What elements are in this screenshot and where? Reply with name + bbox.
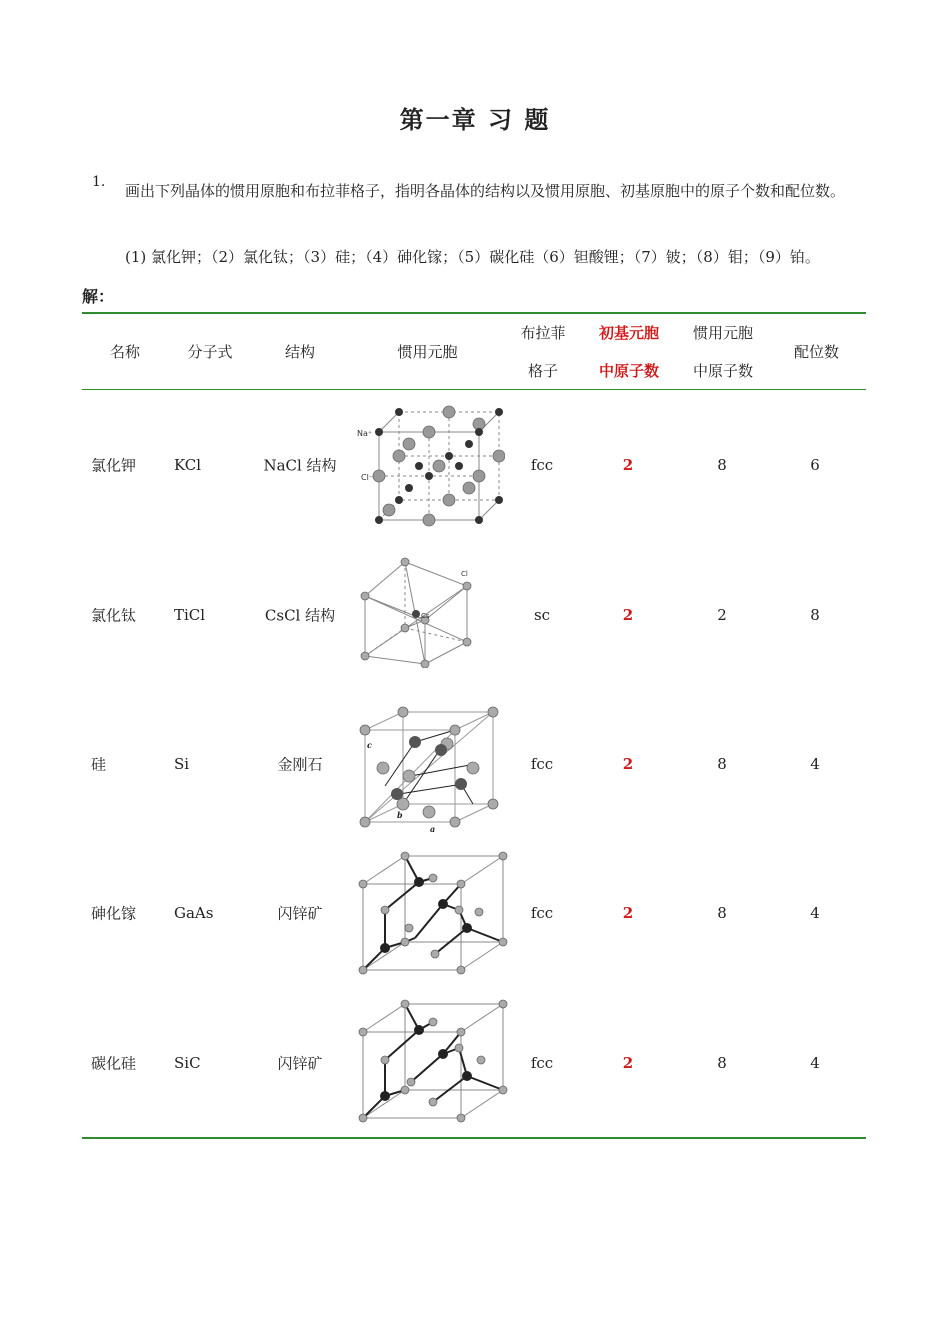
cell-primitive: 2	[622, 606, 634, 624]
nacl-unit-cell-image	[355, 402, 505, 530]
question-number: 1.	[92, 174, 106, 190]
cell-structure: NaCl 结构	[263, 456, 337, 475]
header-name: 名称	[109, 342, 140, 361]
cell-formula: Si	[174, 755, 190, 773]
cell-primitive: 2	[622, 456, 634, 474]
label-cl: Cl⁻	[361, 473, 374, 482]
cell-structure: CsCl 结构	[264, 606, 336, 625]
diamond-unit-cell-image	[355, 704, 505, 834]
axis-b-label: b	[397, 810, 403, 820]
cell-name: 砷化镓	[91, 904, 137, 923]
header-coordination: 配位数	[793, 342, 839, 361]
cell-bravais: fcc	[530, 755, 554, 773]
cell-structure: 闪锌矿	[277, 1054, 323, 1073]
cell-bravais: fcc	[530, 904, 554, 922]
cell-name: 碳化硅	[91, 1054, 137, 1073]
zincblende-gaas-unit-cell-image	[355, 848, 515, 976]
page-title: 第一章 习 题	[399, 105, 551, 134]
cell-conventional: 8	[717, 1054, 727, 1072]
label-cl: Cl	[461, 570, 468, 578]
header-conventional-line1: 惯用元胞	[692, 323, 753, 342]
cell-name: 氯化钛	[91, 606, 137, 625]
cell-formula: SiC	[174, 1054, 201, 1072]
header-conventional-line2: 中原子数	[692, 361, 753, 380]
label-na: Na⁺	[357, 429, 373, 438]
header-bravais-line2: 格子	[527, 361, 558, 380]
cell-formula: GaAs	[174, 904, 214, 922]
question-items: (1) 氯化钾；（2）氯化钛；（3）硅；（4）砷化镓；（5）碳化硅（6）钽酸锂；（7）铍；（8）钼；（9）铂。	[125, 248, 820, 266]
header-primitive-line2: 中原子数	[598, 361, 659, 380]
header-cell: 惯用元胞	[397, 342, 458, 361]
header-bravais	[505, 314, 581, 389]
cell-bravais: sc	[533, 606, 551, 624]
cell-bravais: fcc	[530, 456, 554, 474]
header-structure: 结构	[284, 342, 315, 361]
question-text: 画出下列晶体的惯用原胞和布拉菲格子，指明各晶体的结构以及惯用原胞、初基原胞中的原子个数和配位数。	[125, 182, 846, 200]
header-primitive	[581, 314, 677, 389]
cell-coordination: 4	[810, 1054, 820, 1072]
header-bravais-line1: 布拉菲	[520, 323, 566, 342]
cell-conventional: 8	[717, 904, 727, 922]
cell-structure: 金刚石	[277, 755, 323, 774]
cell-conventional: 2	[717, 606, 727, 624]
cell-name: 硅	[91, 755, 107, 774]
cell-formula: TiCl	[174, 606, 206, 624]
cscl-unit-cell-image	[355, 556, 485, 668]
cell-coordination: 8	[810, 606, 820, 624]
cell-bravais: fcc	[530, 1054, 554, 1072]
header-primitive-line1: 初基元胞	[598, 323, 659, 342]
cell-primitive: 2	[622, 1054, 634, 1072]
label-cs: Cs	[421, 612, 430, 620]
cell-formula: KCl	[174, 456, 202, 474]
cell-primitive: 2	[622, 904, 634, 922]
axis-a-label: a	[430, 824, 436, 834]
table-bottom-rule	[82, 1137, 866, 1139]
answer-label: 解：	[82, 287, 115, 306]
zincblende-sic-unit-cell-image	[355, 996, 515, 1124]
cell-primitive: 2	[622, 755, 634, 773]
axis-c-label: c	[367, 740, 372, 750]
cell-coordination: 6	[810, 456, 820, 474]
cell-coordination: 4	[810, 755, 820, 773]
cell-conventional: 8	[717, 456, 727, 474]
cell-coordination: 4	[810, 904, 820, 922]
header-formula: 分子式	[187, 342, 233, 361]
cell-structure: 闪锌矿	[277, 904, 323, 923]
cell-name: 氯化钾	[91, 456, 137, 475]
header-conventional	[677, 314, 769, 389]
cell-conventional: 8	[717, 755, 727, 773]
